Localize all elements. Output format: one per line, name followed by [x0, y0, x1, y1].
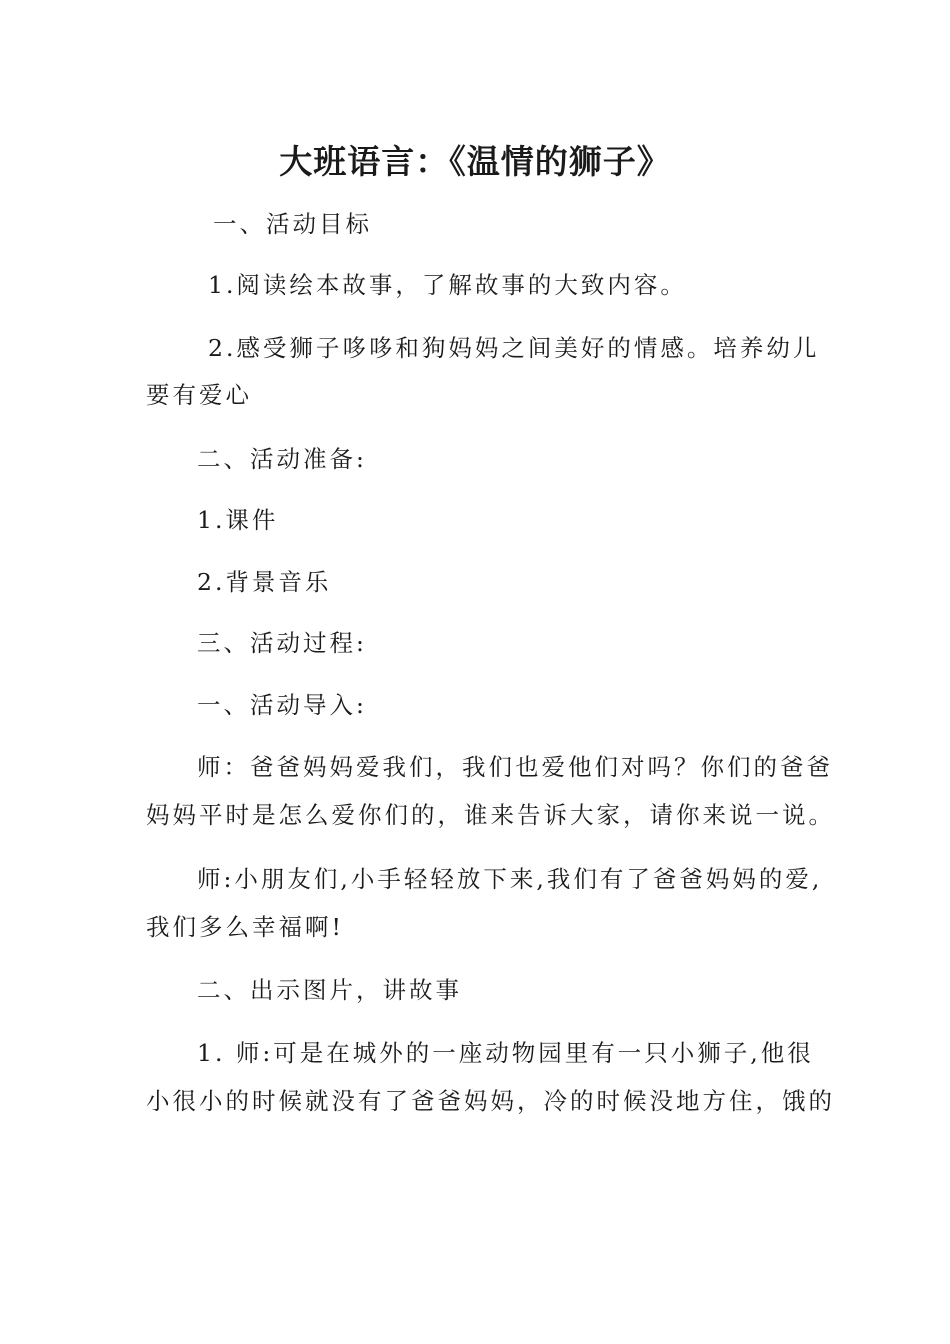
- goal-item-2-line-2: 要有爱心: [146, 381, 252, 409]
- subheading-story: 二、出示图片，讲故事: [197, 976, 462, 1004]
- section-heading-process: 三、活动过程:: [197, 629, 367, 657]
- preparation-item-1: 1.课件: [197, 506, 279, 534]
- section-heading-preparation: 二、活动准备:: [197, 445, 367, 473]
- paragraph-2-line-2: 我们多么幸福啊!: [146, 913, 344, 941]
- paragraph-3-line-2: 小很小的时候就没有了爸爸妈妈，冷的时候没地方住，饿的: [146, 1087, 835, 1115]
- preparation-item-2: 2.背景音乐: [197, 568, 332, 596]
- section-heading-goals: 一、活动目标: [213, 210, 372, 238]
- document-title: 大班语言：《温情的狮子》: [279, 142, 671, 181]
- goal-item-1: 1.阅读绘本故事，了解故事的大致内容。: [208, 271, 687, 299]
- goal-item-2-line-1: 2.感受狮子哆哆和狗妈妈之间美好的情感。培养幼儿: [208, 334, 820, 362]
- paragraph-1-line-1: 师：爸爸妈妈爱我们，我们也爱他们对吗？你们的爸爸: [197, 753, 833, 781]
- paragraph-3-line-1: 1. 师:可是在城外的一座动物园里有一只小狮子,他很: [197, 1039, 814, 1067]
- paragraph-2-line-1: 师:小朋友们,小手轻轻放下来,我们有了爸爸妈妈的爱,: [197, 865, 823, 893]
- paragraph-1-line-2: 妈妈平时是怎么爱你们的，谁来告诉大家，请你来说一说。: [146, 801, 835, 829]
- subheading-intro: 一、活动导入:: [197, 691, 367, 719]
